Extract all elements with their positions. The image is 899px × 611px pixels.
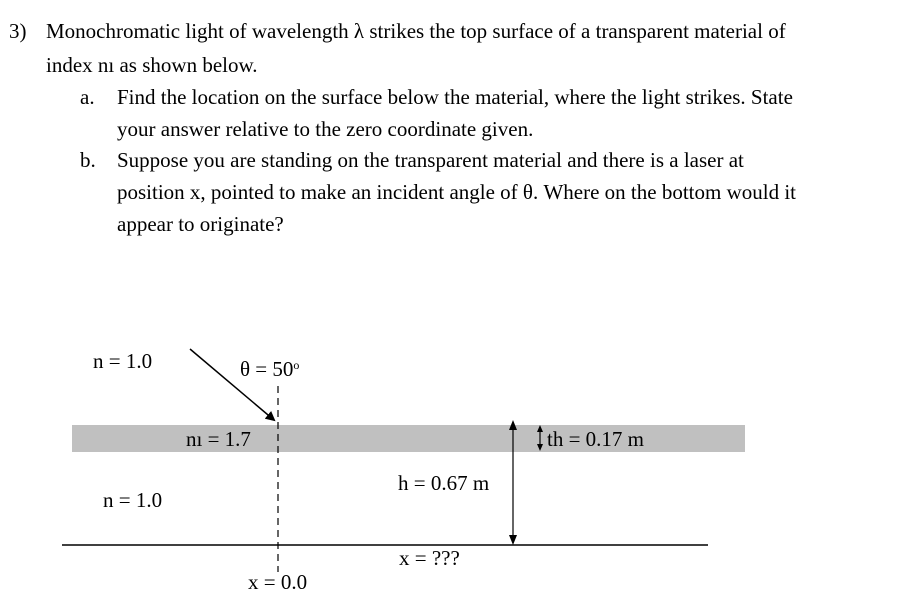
thickness-label: th = 0.17 m (547, 427, 645, 451)
n-material-label: nı = 1.7 (186, 427, 251, 451)
part-b-line-2: position x, pointed to make an incident angle of θ. Where on the bottom would it (117, 180, 797, 204)
part-b-marker: b. (80, 148, 96, 172)
intro-line-2: index nı as shown below. (46, 53, 258, 77)
problem-number: 3) (9, 19, 27, 43)
part-a-marker: a. (80, 85, 95, 109)
height-label: h = 0.67 m (398, 471, 490, 495)
height-arrow-bottom-head (509, 535, 517, 545)
x-zero-label: x = 0.0 (248, 570, 308, 594)
part-b-line-3: appear to originate? (117, 212, 284, 236)
intro-line-1: Monochromatic light of wavelength λ strikes the top surface of a transparent material of (46, 19, 786, 43)
part-a-line-1: Find the location on the surface below the material, where the light strikes. State (117, 85, 793, 109)
transparent-slab (72, 425, 745, 452)
part-a-line-2: your answer relative to the zero coordinate given. (117, 117, 534, 141)
n-bottom-label: n = 1.0 (103, 488, 163, 512)
theta-value: θ = 50 (240, 357, 294, 381)
x-unknown-label: x = ??? (399, 546, 460, 570)
theta-label (240, 357, 299, 381)
n-top-label: n = 1.0 (93, 349, 153, 373)
degree-symbol: o (293, 358, 300, 372)
part-b-line-1: Suppose you are standing on the transparent material and there is a laser at (117, 148, 744, 172)
